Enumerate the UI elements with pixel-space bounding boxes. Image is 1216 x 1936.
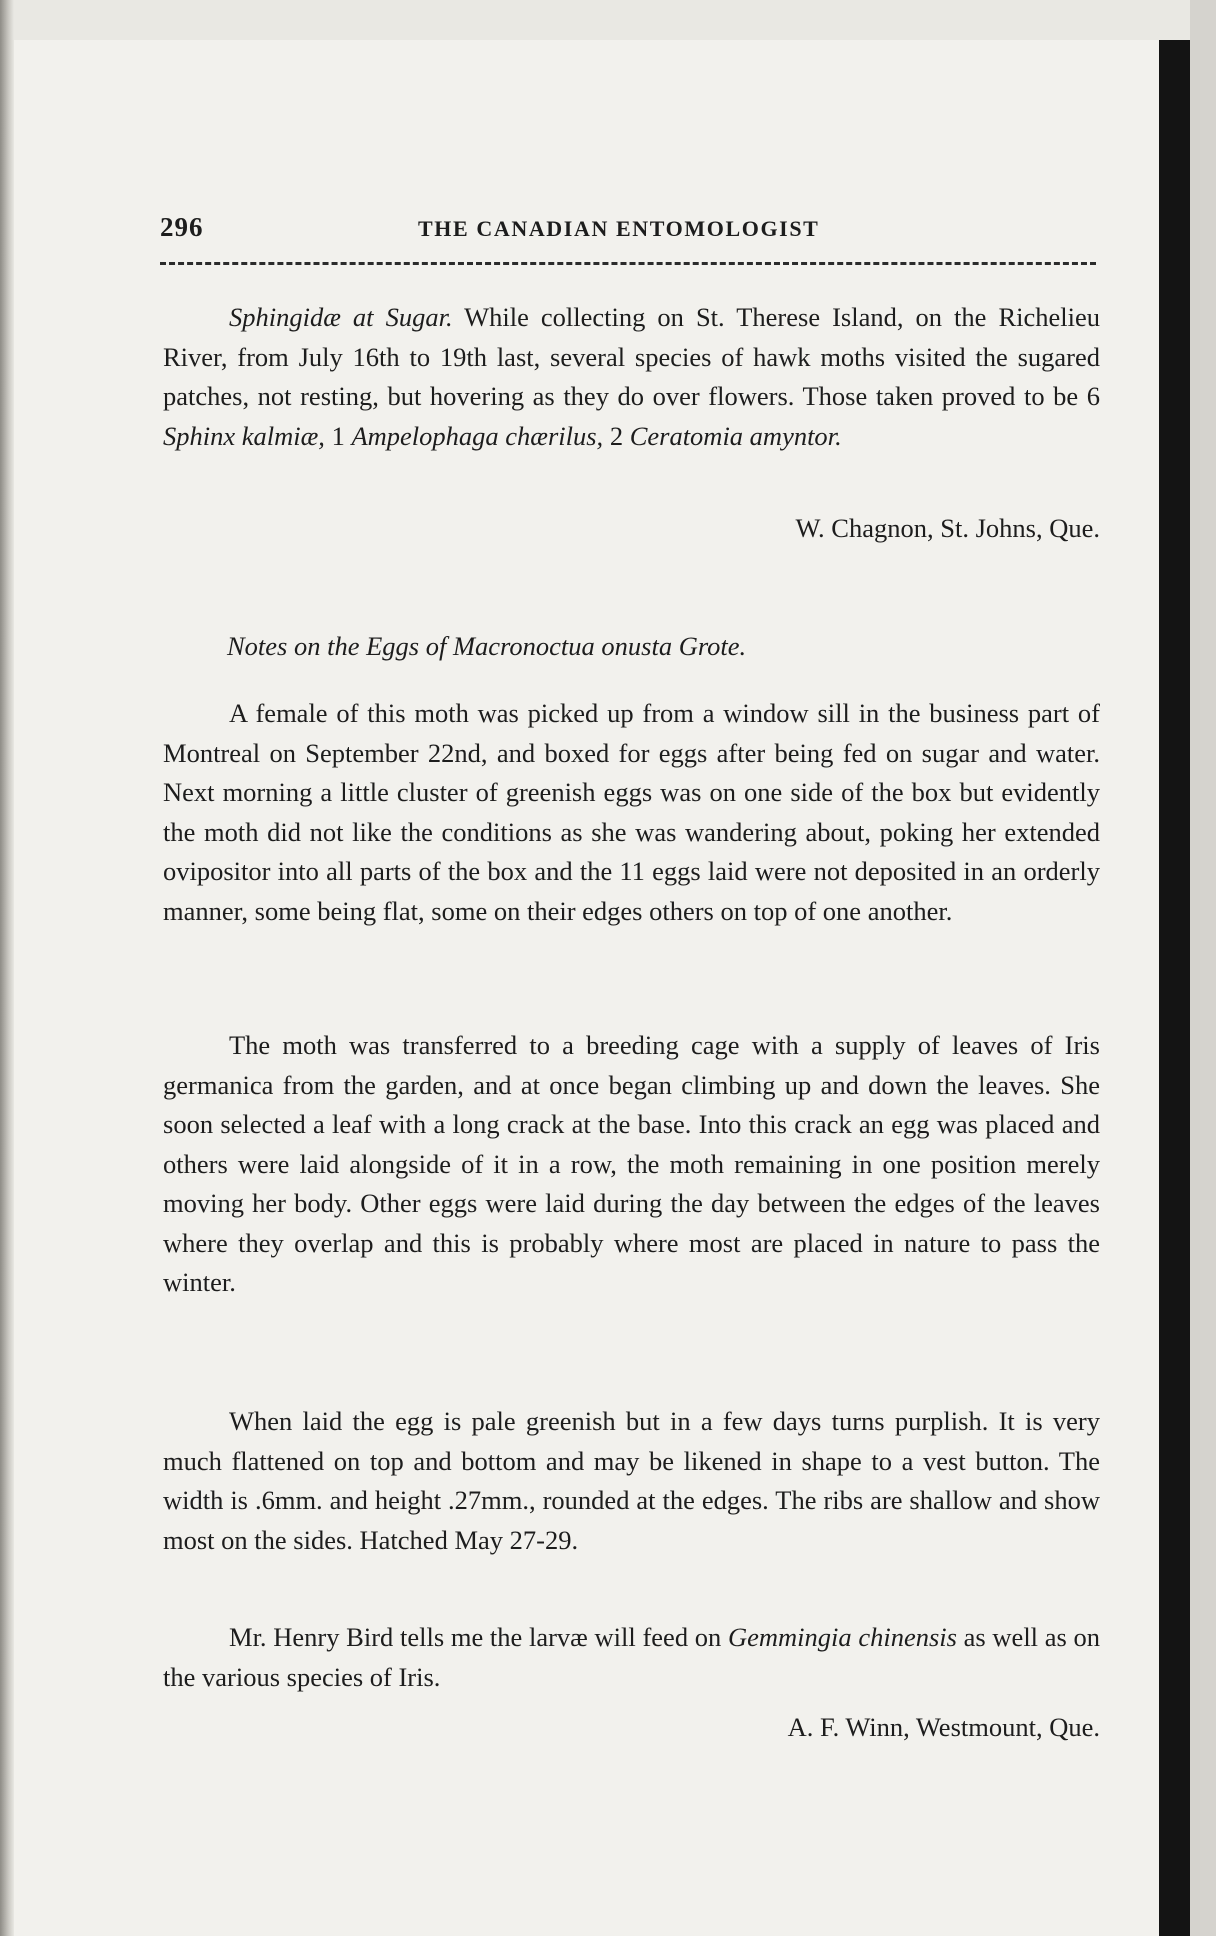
count: 1	[324, 420, 352, 451]
species-name: Sphinx kalmiæ,	[163, 420, 325, 451]
note-macronoctua-p3	[163, 1402, 1100, 1560]
header-rule	[160, 262, 1096, 265]
page-top-margin	[14, 0, 1190, 40]
note-macronoctua-p2	[163, 1026, 1100, 1303]
note-macronoctua	[163, 694, 1100, 931]
journal-title: THE CANADIAN ENTOMOLOGIST	[418, 216, 820, 241]
author-signature-winn: A. F. Winn, Westmount, Que.	[787, 1712, 1100, 1742]
paragraph	[163, 1618, 1100, 1697]
note-title: Sphingidæ at Sugar.	[229, 302, 453, 332]
note-body: While collecting on St. Therese Island, on the Richelieu River, from July 16th to 19th last, several species of hawk moths visited the sugared patches, not resting, but hovering as they do over flowers. Those taken proved to be 6	[163, 302, 1100, 411]
author-signature-chagnon: W. Chagnon, St. Johns, Que.	[795, 513, 1100, 543]
note-sphingidae-paragraph	[163, 298, 1100, 456]
paragraph: The moth was transferred to a breeding cage with a supply of leaves of Iris germanica from the garden, and at once began climbing up and down the leaves. She soon selected a leaf with a long crack at the base. Into this crack an egg was placed and others were laid alongside of it in a row, the moth remaining in one position merely moving her body. Other eggs were laid during the day between the edges of the leaves where they overlap and this is probably where most are placed in nature to pass the winter.	[163, 1030, 1100, 1297]
page-edge-left	[0, 0, 14, 1936]
species-name: Gemmingia chinensis	[727, 1622, 957, 1652]
note-sphingidae	[163, 298, 1100, 456]
count: 2	[603, 420, 630, 451]
species-name: Ceratomia amyntor.	[629, 420, 842, 451]
page-number: 296	[160, 212, 204, 242]
note-heading: Notes on the Eggs of Macronoctua onusta Grote.	[227, 631, 747, 661]
paragraph: When laid the egg is pale greenish but in a few days turns purplish. It is very much flattened on top and bottom and may be likened in shape to a vest button. The width is .6mm. and height .27mm., rounded at the edges. The ribs are shallow and show most on the sides. Hatched May 27-29.	[163, 1406, 1100, 1555]
binding-edge-right	[1190, 0, 1216, 1936]
paragraph-text: as well as on the various species of Iris.	[163, 1622, 1101, 1692]
book-binding-shadow	[1159, 40, 1190, 1936]
paragraph: A female of this moth was picked up from a window sill in the business part of Montreal on September 22nd, and boxed for eggs after being fed on sugar and water. Next morning a little cluster of greenish eggs was on one side of the box but evidently the moth did not like the conditions as she was wandering about, poking her extended ovipositor into all parts of the box and the 11 eggs laid were not deposited in an orderly manner, some being flat, some on their edges others on top of one another.	[163, 698, 1100, 926]
running-header	[160, 212, 1096, 252]
note-macronoctua-p4	[163, 1618, 1100, 1697]
species-name: Ampelophaga chærilus,	[351, 420, 604, 451]
paragraph-text: Mr. Henry Bird tells me the larvæ will feed on	[229, 1622, 728, 1652]
